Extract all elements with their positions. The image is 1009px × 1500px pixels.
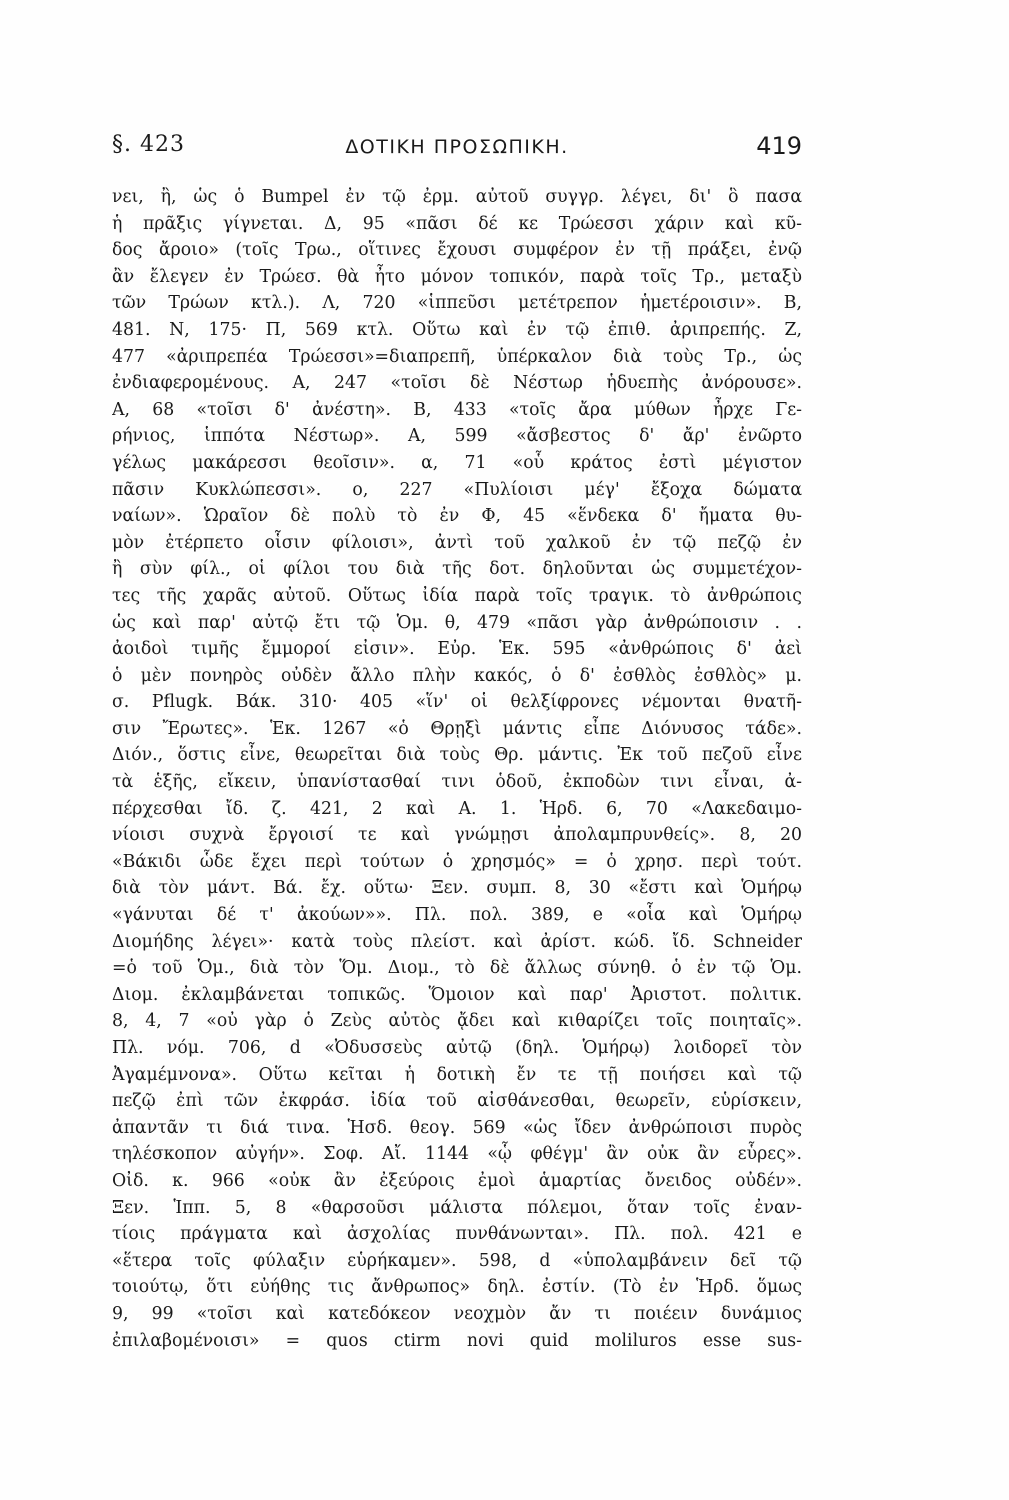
- text-line: πᾶσιν Κυκλώπεσσι». ο, 227 «Πυλίοισι μέγ' ἔξοχα δώματα: [112, 479, 802, 500]
- text-line: γέλως μακάρεσσι θεοῖσιν». α, 71 «οὗ κράτος ἐστὶ μέγιστον: [112, 452, 802, 473]
- text-line: Ἀγαμέμνονα». Οὕτω κεῖται ἡ δοτικὴ ἔν τε τῇ ποιήσει καὶ τῷ: [112, 1064, 802, 1085]
- text-line: τῶν Τρώων κτλ.). Λ, 720 «ἱππεῦσι μετέτρεπον ἡμετέροισιν». Β,: [112, 293, 802, 314]
- text-line: Α, 68 «τοῖσι δ' ἀνέστη». Β, 433 «τοῖς ἄρα μύθων ἦρχε Γε-: [112, 399, 802, 420]
- text-line: δος ἄροιο» (τοῖς Τρω., οἵτινες ἔχουσι συμφέρον ἐν τῇ πράξει, ἐνῷ: [112, 240, 802, 261]
- text-line: τηλέσκοπον αὐγήν». Σοφ. Αἴ. 1144 «ᾧ φθέγμ' ἂν οὐκ ἂν εὗρες».: [112, 1144, 802, 1165]
- text-line: ὡς καὶ παρ' αὐτῷ ἔτι τῷ Ὁμ. θ, 479 «πᾶσι γὰρ ἀνθρώποισιν . .: [112, 612, 802, 633]
- text-line: τοιούτῳ, ὅτι εὐήθης τις ἄνθρωπος» δηλ. ἐστίν. (Τὸ ἐν Ἡρδ. ὅμως: [112, 1277, 802, 1298]
- text-line: Πλ. νόμ. 706, d «Ὀδυσσεὺς αὐτῷ (δηλ. Ὁμήρῳ) λοιδορεῖ τὸν: [112, 1038, 802, 1058]
- text-line: σιν Ἔρωτες». Ἑκ. 1267 «ὁ Θρῃξὶ μάντις εἶπε Διόνυσος τάδε».: [112, 718, 802, 739]
- text-line: ὁ μὲν πονηρὸς οὐδὲν ἄλλο πλὴν κακός, ὁ δ' ἐσθλὸς ἐσθλὸς» μ.: [112, 665, 802, 686]
- text-line: διὰ τὸν μάντ. Βά. ἔχ. οὕτω· Ξεν. συμπ. 8, 30 «ἔστι καὶ Ὁμήρῳ: [112, 878, 802, 899]
- text-line: Διομ. ἐκλαμβάνεται τοπικῶς. Ὅμοιον καὶ παρ' Ἀριστοτ. πολιτικ.: [112, 984, 802, 1005]
- text-line: Διόν., ὅστις εἶνε, θεωρεῖται διὰ τοὺς Θρ. μάντις. Ἐκ τοῦ πεζοῦ εἶνε: [112, 745, 802, 766]
- text-line: τὰ ἑξῆς, εἴκειν, ὑπανίστασθαί τινι ὁδοῦ, ἐκποδὼν τινι εἶναι, ἀ-: [112, 772, 802, 793]
- text-line: «ἕτερα τοῖς φύλαξιν εὑρήκαμεν». 598, d «ὑπολαμβάνειν δεῖ τῷ: [112, 1250, 802, 1271]
- text-line: ἀοιδοὶ τιμῆς ἔμμοροί εἰσιν». Εὐρ. Ἑκ. 595 «ἀνθρώποις δ' ἀεὶ: [112, 639, 802, 660]
- text-line: Διομήδης λέγει»· κατὰ τοὺς πλείστ. καὶ ἀρίστ. κώδ. ἴδ. Schneider: [112, 931, 802, 952]
- text-line: ἀπαντᾶν τι διά τινα. Ἡσδ. θεογ. 569 «ὡς ἴδεν ἀνθρώποισι πυρὸς: [112, 1117, 802, 1138]
- text-line: ἢ σὺν φίλ., οἱ φίλοι του διὰ τῆς δοτ. δηλοῦνται ὡς συμμετέχον-: [112, 559, 802, 580]
- text-line: 477 «ἀριπρεπέα Τρώεσσι»=διαπρεπῆ, ὑπέρκαλον διὰ τοὺς Τρ., ὡς: [112, 346, 802, 367]
- text-line: 481. Ν, 175· Π, 569 κτλ. Οὕτω καὶ ἐν τῷ ἐπιθ. ἀριπρεπής. Ζ,: [112, 319, 802, 340]
- text-line: ἐνδιαφερομένους. Α, 247 «τοῖσι δὲ Νέστωρ ἡδυεπὴς ἀνόρουσε».: [112, 373, 802, 394]
- text-line: «γάνυται δέ τ' ἀκούων»». Πλ. πολ. 389, e «οἷα καὶ Ὁμήρῳ: [112, 905, 802, 926]
- text-line: ἐπιλαβομένοισι» = quos ctirm novi quid moliluros esse sus-: [112, 1330, 802, 1351]
- text-line: τες τῆς χαρᾶς αὐτοῦ. Οὕτως ἰδία παρὰ τοῖς τραγικ. τὸ ἀνθρώποις: [112, 585, 802, 606]
- text-line: ἡ πρᾶξις γίγνεται. Δ, 95 «πᾶσι δέ κε Τρώεσσι χάριν καὶ κῦ-: [112, 213, 802, 234]
- section-number: §. 423: [112, 132, 185, 157]
- text-line: πέρχεσθαι ἴδ. ζ. 421, 2 καὶ Α. 1. Ἡρδ. 6, 70 «Λακεδαιμο-: [112, 798, 802, 819]
- text-line: ρήνιος, ἱππότα Νέστωρ». Α, 599 «ἄσβεστος δ' ἄρ' ἐνῶρτο: [112, 426, 802, 447]
- page-number: 419: [756, 132, 802, 160]
- running-title: ΔΟΤΙΚΗ ΠΡΟΣΩΠΙΚΗ.: [345, 136, 569, 158]
- text-line: νίοισι συχνὰ ἔργοισί τε καὶ γνώμῃσι ἀπολαμπρυνθείς». 8, 20: [112, 825, 802, 846]
- text-line: =ὁ τοῦ Ὁμ., διὰ τὸν Ὅμ. Διομ., τὸ δὲ ἄλλως σύνηθ. ὁ ἐν τῷ Ὁμ.: [112, 958, 802, 979]
- text-line: 9, 99 «τοῖσι καὶ κατεδόκεον νεοχμὸν ἄν τι ποιέειν δυνάμιος: [112, 1303, 802, 1324]
- page-header: [112, 132, 802, 172]
- text-line: Οἰδ. κ. 966 «οὐκ ἂν ἐξεύροις ἐμοὶ ἁμαρτίας ὄνειδος οὐδέν».: [112, 1170, 802, 1191]
- text-line: πεζῷ ἐπὶ τῶν ἐκφράσ. ἰδία τοῦ αἰσθάνεσθαι, θεωρεῖν, εὑρίσκειν,: [112, 1091, 802, 1112]
- body-text: [112, 184, 802, 1354]
- text-line: Ξεν. Ἱππ. 5, 8 «θαρσοῦσι μάλιστα πόλεμοι, ὅταν τοῖς ἐναν-: [112, 1197, 802, 1218]
- text-line: 8, 4, 7 «οὐ γὰρ ὁ Ζεὺς αὐτὸς ᾄδει καὶ κιθαρίζει τοῖς ποιηταῖς».: [112, 1011, 802, 1032]
- text-line: ναίων». Ὡραῖον δὲ πολὺ τὸ ἐν Φ, 45 «ἕνδεκα δ' ἤματα θυ-: [112, 506, 802, 527]
- text-line: σ. Pflugk. Βάκ. 310· 405 «ἵν' οἱ θελξίφρονες νέμονται θνατῆ-: [112, 692, 802, 713]
- text-line: ἂν ἔλεγεν ἐν Τρώεσ. θὰ ἦτο μόνον τοπικόν, παρὰ τοῖς Τρ., μεταξὺ: [112, 266, 802, 287]
- text-line: «Βάκιδι ὧδε ἔχει περὶ τούτων ὁ χρησμός» = ὁ χρησ. περὶ τούτ.: [112, 851, 802, 872]
- text-line: τίοις πράγματα καὶ ἀσχολίας πυνθάνωνται». Πλ. πολ. 421 e: [112, 1224, 802, 1245]
- text-line: μὸν ἐτέρπετο οἷσιν φίλοισι», ἀντὶ τοῦ χαλκοῦ ἐν τῷ πεζῷ ἐν: [112, 532, 802, 553]
- text-line: νει, ἢ, ὡς ὁ Bumpel ἐν τῷ ἐρμ. αὐτοῦ συγγρ. λέγει, δι' ὃ πασα: [112, 187, 802, 207]
